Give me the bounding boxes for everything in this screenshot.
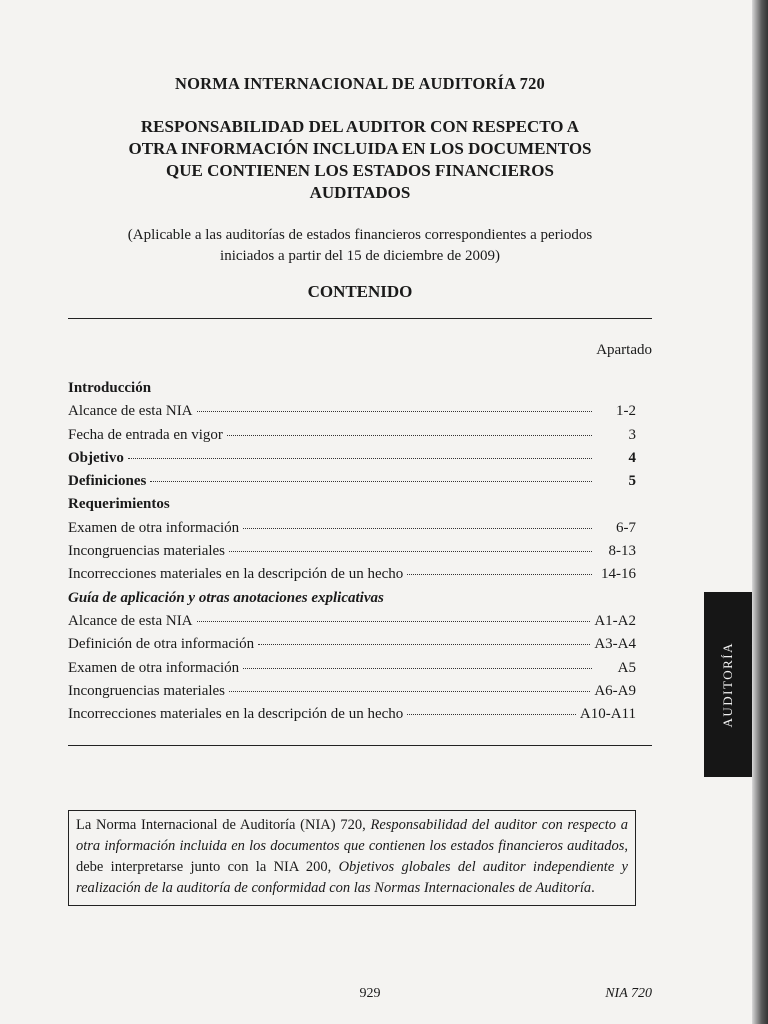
subtitle-line: QUE CONTIENEN LOS ESTADOS FINANCIEROS [166, 161, 554, 180]
note-text: . [591, 880, 595, 896]
section-side-tab [704, 592, 752, 777]
applicability-line: (Aplicable a las auditorías de estados financieros correspondientes a periodos [127, 227, 593, 243]
toc-leader-dots [229, 691, 590, 692]
toc-leader-dots [258, 644, 590, 645]
toc-label: Fecha de entrada en vigor [68, 426, 223, 443]
apartado-column-label: Apartado [596, 342, 652, 358]
toc-row [68, 683, 636, 706]
toc-row [68, 613, 636, 636]
applicability-note [60, 225, 660, 267]
page-code: NIA 720 [605, 986, 652, 1001]
toc-paragraph-ref: 4 [628, 449, 636, 466]
toc-paragraph-ref: 1-2 [616, 403, 636, 420]
toc-label: Examen de otra información [68, 519, 240, 536]
toc-row [68, 636, 636, 659]
note-italic-title: Objetivos globales del auditor independiente y realización de la auditoría de conformidad con las Normas Internacionales de Auditoría [76, 859, 628, 896]
toc-row [68, 566, 636, 589]
toc-row [68, 543, 636, 566]
toc-row [68, 660, 636, 683]
toc-label: Definición de otra información [68, 636, 255, 653]
subtitle-line: OTRA INFORMACIÓN INCLUIDA EN LOS DOCUMENTOS [128, 139, 592, 158]
toc-row [68, 473, 636, 496]
toc-paragraph-ref: A5 [617, 659, 636, 676]
toc-row [68, 590, 636, 613]
toc-leader-dots [243, 668, 592, 669]
toc-row [68, 427, 636, 450]
toc-paragraph-ref: 3 [628, 426, 636, 443]
toc-paragraph-ref: A6-A9 [594, 682, 636, 699]
toc-label: Alcance de esta NIA [68, 612, 193, 629]
bottom-divider [68, 745, 652, 746]
toc-leader-dots [227, 435, 592, 436]
toc-label: Guía de aplicación y otras anotaciones explicativas [68, 589, 384, 606]
toc-label: Incongruencias materiales [68, 682, 226, 699]
toc-label: Examen de otra información [68, 659, 240, 676]
toc-label: Alcance de esta NIA [68, 403, 193, 420]
note-text: , debe interpretarse junto con la NIA 200, [76, 838, 628, 875]
toc-label: Objetivo [68, 449, 124, 466]
toc-row [68, 496, 636, 519]
toc-paragraph-ref: 5 [628, 473, 636, 490]
toc-row [68, 706, 636, 729]
top-divider [68, 318, 652, 319]
contents-heading: CONTENIDO [307, 282, 413, 301]
page-edge-shadow [752, 0, 768, 1024]
toc-row [68, 403, 636, 426]
toc-paragraph-ref: 14-16 [601, 566, 636, 583]
toc-label: Incorrecciones materiales en la descripción de un hecho [68, 706, 404, 723]
toc-label: Definiciones [68, 473, 147, 490]
toc-label: Incongruencias materiales [68, 543, 226, 560]
toc-label: Introducción [68, 380, 152, 396]
standard-title: NORMA INTERNACIONAL DE AUDITORÍA 720 [175, 74, 545, 93]
side-tab-label: AUDITORÍA [720, 641, 735, 728]
note-italic-title: Responsabilidad del auditor con respecto a otra información incluida en los documentos que contienen los estados financieros auditados [76, 817, 628, 854]
toc-leader-dots [243, 528, 592, 529]
toc-leader-dots [150, 481, 592, 482]
toc-row [68, 450, 636, 473]
toc-paragraph-ref: A3-A4 [594, 636, 636, 653]
toc-paragraph-ref: A1-A2 [594, 612, 636, 629]
subtitle-line: AUDITADOS [309, 183, 411, 202]
toc-leader-dots [197, 411, 592, 412]
interpretation-note-box [68, 810, 636, 906]
toc-row [68, 380, 636, 403]
toc-label: Incorrecciones materiales en la descripción de un hecho [68, 566, 404, 583]
toc-leader-dots [407, 714, 576, 715]
page-number: 929 [359, 986, 381, 1001]
toc-leader-dots [229, 551, 592, 552]
toc-leader-dots [407, 574, 592, 575]
toc-leader-dots [197, 621, 591, 622]
table-of-contents [68, 380, 636, 729]
toc-leader-dots [128, 458, 592, 459]
toc-paragraph-ref: A10-A11 [579, 706, 636, 723]
toc-paragraph-ref: 6-7 [616, 519, 636, 536]
standard-subtitle [60, 116, 660, 204]
note-text: La Norma Internacional de Auditoría (NIA) 720, [76, 817, 371, 833]
toc-paragraph-ref: 8-13 [608, 543, 636, 560]
applicability-line: iniciados a partir del 15 de diciembre de 2009) [220, 248, 500, 264]
subtitle-line: RESPONSABILIDAD DEL AUDITOR CON RESPECTO A [140, 117, 580, 136]
toc-row [68, 520, 636, 543]
toc-label: Requerimientos [68, 496, 170, 513]
